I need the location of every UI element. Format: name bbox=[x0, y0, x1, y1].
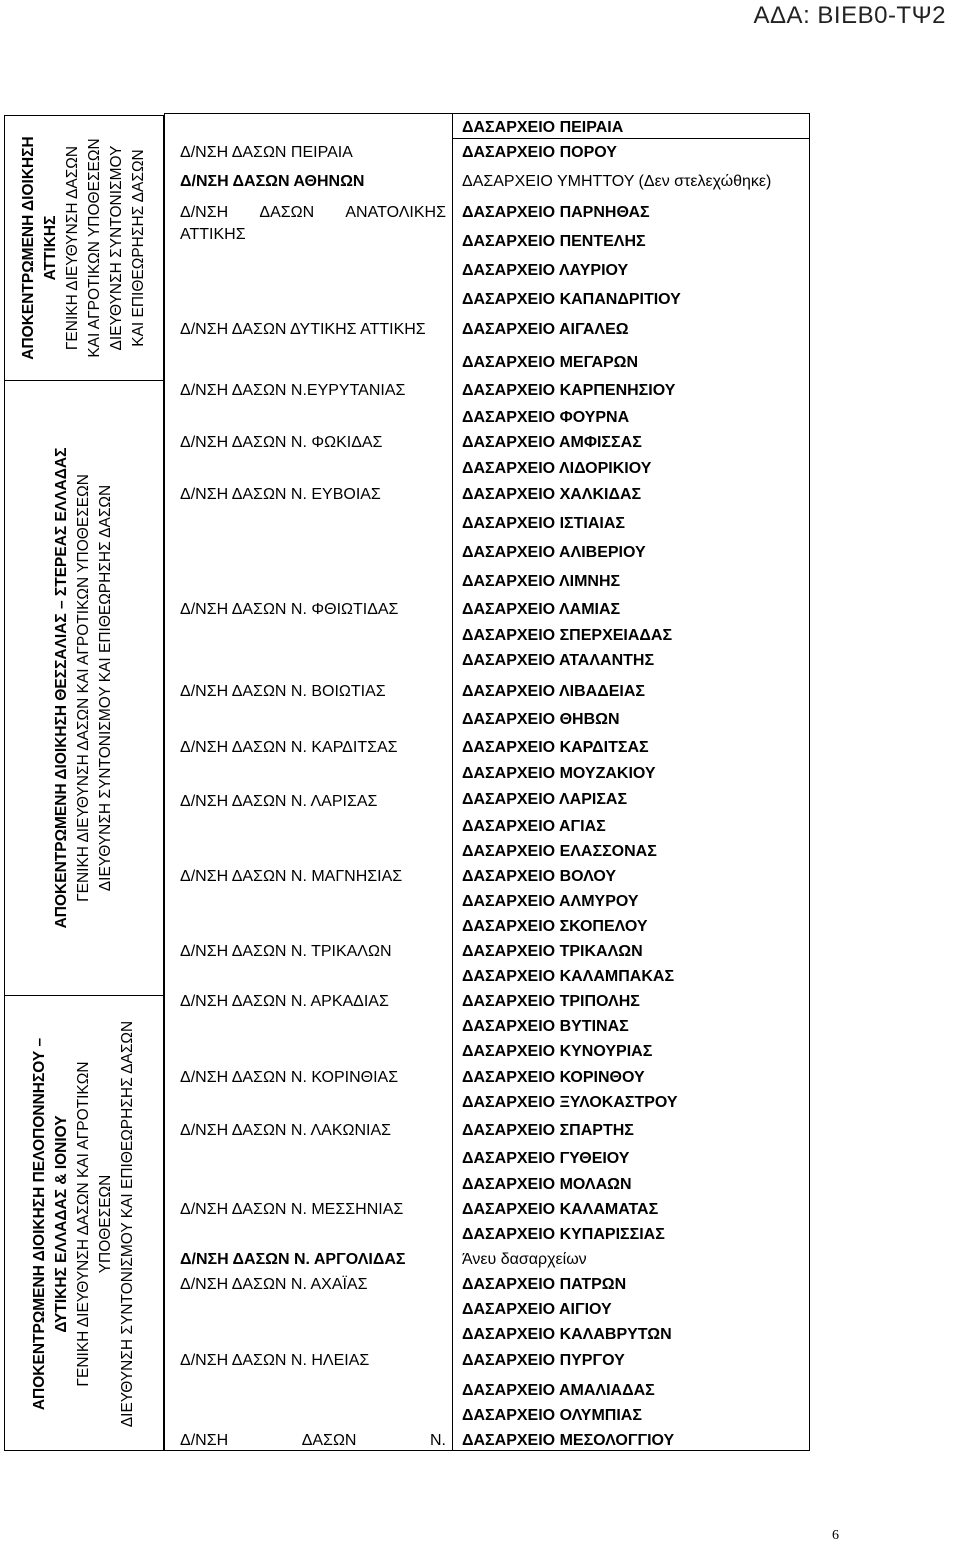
forest-office-label: ΔΑΣΑΡΧΕΙΟ ΠΕΙΡΑΙΑ bbox=[462, 119, 624, 136]
forest-office-label: ΔΑΣΑΡΧΕΙΟ ΛΑΡΙΣΑΣ bbox=[462, 791, 628, 808]
directorate-label: Δ/ΝΣΗ ΔΑΣΩΝ Ν. ΤΡΙΚΑΛΩΝ bbox=[180, 943, 392, 960]
region-attica bbox=[5, 116, 163, 381]
forest-office-label: ΔΑΣΑΡΧΕΙΟ ΓΥΘΕΙΟΥ bbox=[462, 1150, 630, 1167]
forest-office-label: ΔΑΣΑΡΧΕΙΟ ΦΟΥΡΝΑ bbox=[462, 409, 630, 426]
directorate-label: Δ/ΝΣΗ ΔΑΣΩΝ Ν. ΚΑΡΔΙΤΣΑΣ bbox=[180, 739, 398, 756]
directorate-label: Δ/ΝΣΗ ΔΑΣΩΝ Ν. ΛΑΚΩΝΙΑΣ bbox=[180, 1122, 392, 1139]
forest-office-label: Άνευ δασαρχείων bbox=[462, 1251, 587, 1268]
forest-office-label: ΔΑΣΑΡΧΕΙΟ ΜΕΣΟΛΟΓΓΙΟΥ bbox=[462, 1432, 675, 1449]
forest-office-label: ΔΑΣΑΡΧΕΙΟ ΚΑΛΑΒΡΥΤΩΝ bbox=[462, 1326, 672, 1343]
region-line: ΑΤΤΙΚΗΣ bbox=[42, 215, 59, 281]
region-line: ΔΙΕΥΘΥΝΣΗ ΣΥΝΤΟΝΙΣΜΟΥ ΚΑΙ ΕΠΙΘΕΩΡΗΣΗΣ ΔΑΣΩΝ bbox=[119, 1020, 136, 1428]
page-number: 6 bbox=[832, 1528, 839, 1543]
region-line: ΓΕΝΙΚΗ ΔΙΕΥΘΥΝΣΗ ΔΑΣΩΝ ΚΑΙ ΑΓΡΟΤΙΚΩΝ bbox=[75, 1061, 92, 1387]
forest-office-label: ΔΑΣΑΡΧΕΙΟ ΠΥΡΓΟΥ bbox=[462, 1352, 625, 1369]
forest-office-label: ΔΑΣΑΡΧΕΙΟ ΜΟΥΖΑΚΙΟΥ bbox=[462, 765, 656, 782]
forest-office-label: ΔΑΣΑΡΧΕΙΟ ΟΛΥΜΠΙΑΣ bbox=[462, 1407, 642, 1424]
forest-office-label: ΔΑΣΑΡΧΕΙΟ ΧΑΛΚΙΔΑΣ bbox=[462, 486, 642, 503]
row-divider bbox=[453, 138, 809, 139]
column-divider bbox=[452, 114, 453, 1450]
forest-office-label: ΔΑΣΑΡΧΕΙΟ ΠΑΤΡΩΝ bbox=[462, 1276, 627, 1293]
region-line: ΑΠΟΚΕΝΤΡΩΜΕΝΗ ΔΙΟΙΚΗΣΗ ΘΕΣΣΑΛΙΑΣ – ΣΤΕΡΕΑΣ ΕΛΛΑΔΑΣ bbox=[53, 447, 70, 929]
forest-office-label: ΔΑΣΑΡΧΕΙΟ ΑΛΙΒΕΡΙΟΥ bbox=[462, 544, 646, 561]
forest-office-label: ΔΑΣΑΡΧΕΙΟ ΣΠΕΡΧΕΙΑΔΑΣ bbox=[462, 627, 673, 644]
directorate-label: Δ/ΝΣΗ ΔΑΣΩΝ Ν.ΕΥΡΥΤΑΝΙΑΣ bbox=[180, 382, 406, 399]
region-line: ΓΕΝΙΚΗ ΔΙΕΥΘΥΝΣΗ ΔΑΣΩΝ ΚΑΙ ΑΓΡΟΤΙΚΩΝ ΥΠΟΘΕΣΕΩΝ bbox=[75, 474, 92, 902]
directorate-label: Δ/ΝΣΗ ΔΑΣΩΝ Ν. ΕΥΒΟΙΑΣ bbox=[180, 486, 381, 503]
forest-office-label: ΔΑΣΑΡΧΕΙΟ ΑΜΦΙΣΣΑΣ bbox=[462, 434, 642, 451]
directorate-label: Δ/ΝΣΗ ΔΑΣΩΝ Ν. ΑΡΓΟΛΙΔΑΣ bbox=[180, 1251, 406, 1268]
forest-office-label: ΔΑΣΑΡΧΕΙΟ ΤΡΙΠΟΛΗΣ bbox=[462, 993, 640, 1010]
region-thessaly-sterea bbox=[5, 381, 163, 996]
forest-office-label: ΔΑΣΑΡΧΕΙΟ ΕΛΑΣΣΟΝΑΣ bbox=[462, 843, 657, 860]
directorate-label: Δ/ΝΣΗ ΔΑΣΩΝ Ν. ΛΑΡΙΣΑΣ bbox=[180, 793, 378, 810]
forest-office-label: ΔΑΣΑΡΧΕΙΟ ΞΥΛΟΚΑΣΤΡΟΥ bbox=[462, 1094, 678, 1111]
directorate-label: Δ/ΝΣΗ ΔΑΣΩΝ Ν. ΑΧΑΪΑΣ bbox=[180, 1276, 368, 1293]
directorate-label: Δ/ΝΣΗ ΔΑΣΩΝ ΔΥΤΙΚΗΣ ΑΤΤΙΚΗΣ bbox=[180, 321, 426, 338]
region-line: ΚΑΙ ΑΓΡΟΤΙΚΩΝ ΥΠΟΘΕΣΕΩΝ bbox=[86, 138, 103, 358]
region-peloponnese bbox=[5, 996, 163, 1452]
region-thessaly-sterea-text bbox=[51, 383, 117, 993]
forest-office-label: ΔΑΣΑΡΧΕΙΟ ΑΜΑΛΙΑΔΑΣ bbox=[462, 1382, 655, 1399]
forest-office-label: ΔΑΣΑΡΧΕΙΟ ΛΙΔΟΡΙΚΙΟΥ bbox=[462, 460, 652, 477]
forest-office-label: ΔΑΣΑΡΧΕΙΟ ΣΚΟΠΕΛΟΥ bbox=[462, 918, 648, 935]
forest-office-label: ΔΑΣΑΡΧΕΙΟ ΘΗΒΩΝ bbox=[462, 711, 620, 728]
forest-office-label: ΔΑΣΑΡΧΕΙΟ ΥΜΗΤΤΟΥ (Δεν στελεχώθηκε) bbox=[462, 173, 772, 190]
forest-office-label: ΔΑΣΑΡΧΕΙΟ ΒΥΤΙΝΑΣ bbox=[462, 1018, 629, 1035]
forest-office-label: ΔΑΣΑΡΧΕΙΟ ΚΑΡΔΙΤΣΑΣ bbox=[462, 739, 649, 756]
region-line: ΔΙΕΥΘΥΝΣΗ ΣΥΝΤΟΝΙΣΜΟΥ ΚΑΙ ΕΠΙΘΕΩΡΗΣΗΣ ΔΑΣΩΝ bbox=[97, 484, 114, 892]
forest-office-label: ΔΑΣΑΡΧΕΙΟ ΠΕΝΤΕΛΗΣ bbox=[462, 233, 646, 250]
forest-office-label: ΔΑΣΑΡΧΕΙΟ ΛΙΜΝΗΣ bbox=[462, 573, 621, 590]
forest-office-label: ΔΑΣΑΡΧΕΙΟ ΛΑΜΙΑΣ bbox=[462, 601, 621, 618]
directorate-label: Δ/ΝΣΗ ΔΑΣΩΝ Ν. ΦΘΙΩΤΙΔΑΣ bbox=[180, 601, 399, 618]
forest-office-label: ΔΑΣΑΡΧΕΙΟ ΚΥΝΟΥΡΙΑΣ bbox=[462, 1043, 653, 1060]
forest-office-label: ΔΑΣΑΡΧΕΙΟ ΠΟΡΟΥ bbox=[462, 144, 617, 161]
region-line: ΔΥΤΙΚΗΣ ΕΛΛΑΔΑΣ & ΙΟΝΙΟΥ bbox=[53, 1115, 70, 1333]
directorate-label: Δ/ΝΣΗ ΔΑΣΩΝ Ν. ΒΟΙΩΤΙΑΣ bbox=[180, 683, 386, 700]
forest-office-label: ΔΑΣΑΡΧΕΙΟ ΛΑΥΡΙΟΥ bbox=[462, 262, 629, 279]
directorate-label: Δ/ΝΣΗ ΔΑΣΩΝ Ν. ΜΑΓΝΗΣΙΑΣ bbox=[180, 868, 403, 885]
directorate-label: Δ/ΝΣΗ ΔΑΣΩΝ ΑΘΗΝΩΝ bbox=[180, 173, 365, 190]
directorate-label: Δ/ΝΣΗ ΔΑΣΩΝ Ν. ΚΟΡΙΝΘΙΑΣ bbox=[180, 1069, 399, 1086]
forest-office-label: ΔΑΣΑΡΧΕΙΟ ΑΤΑΛΑΝΤΗΣ bbox=[462, 652, 655, 669]
forest-office-label: ΔΑΣΑΡΧΕΙΟ ΛΙΒΑΔΕΙΑΣ bbox=[462, 683, 645, 700]
forest-office-label: ΔΑΣΑΡΧΕΙΟ ΚΑΛΑΜΑΤΑΣ bbox=[462, 1201, 659, 1218]
region-line: ΥΠΟΘΕΣΕΩΝ bbox=[97, 1174, 114, 1274]
forest-office-label: ΔΑΣΑΡΧΕΙΟ ΑΙΓΙΟΥ bbox=[462, 1301, 612, 1318]
forest-office-label: ΔΑΣΑΡΧΕΙΟ ΚΑΛΑΜΠΑΚΑΣ bbox=[462, 968, 675, 985]
region-line: ΑΠΟΚΕΝΤΡΩΜΕΝΗ ΔΙΟΙΚΗΣΗ ΠΕΛΟΠΟΝΝΗΣΟΥ – bbox=[31, 1037, 48, 1411]
region-line: ΔΙΕΥΘΥΝΣΗ ΣΥΝΤΟΝΙΣΜΟΥ bbox=[108, 145, 125, 351]
forest-office-label: ΔΑΣΑΡΧΕΙΟ ΜΟΛΑΩΝ bbox=[462, 1176, 632, 1193]
directorate-label: Δ/ΝΣΗ ΔΑΣΩΝ Ν. ΗΛΕΙΑΣ bbox=[180, 1352, 370, 1369]
forest-office-label: ΔΑΣΑΡΧΕΙΟ ΚΑΠΑΝΔΡΙΤΙΟΥ bbox=[462, 291, 681, 308]
directorate-label: Δ/ΝΣΗ ΔΑΣΩΝ Ν. ΑΡΚΑΔΙΑΣ bbox=[180, 993, 389, 1010]
forest-office-label: ΔΑΣΑΡΧΕΙΟ ΣΠΑΡΤΗΣ bbox=[462, 1122, 634, 1139]
forest-office-label: ΔΑΣΑΡΧΕΙΟ ΚΑΡΠΕΝΗΣΙΟΥ bbox=[462, 382, 676, 399]
directorate-label: Δ/ΝΣΗ ΔΑΣΩΝ ΑΝΑΤΟΛΙΚΗΣ bbox=[180, 204, 446, 221]
forest-office-label: ΔΑΣΑΡΧΕΙΟ ΜΕΓΑΡΩΝ bbox=[462, 354, 639, 371]
region-column bbox=[4, 115, 164, 1451]
region-attica-text bbox=[18, 118, 150, 378]
forest-office-label: ΔΑΣΑΡΧΕΙΟ ΙΣΤΙΑΙΑΣ bbox=[462, 515, 625, 532]
directorate-label: ΑΤΤΙΚΗΣ bbox=[180, 226, 246, 243]
forest-office-label: ΔΑΣΑΡΧΕΙΟ ΚΥΠΑΡΙΣΣΙΑΣ bbox=[462, 1226, 665, 1243]
forest-office-label: ΔΑΣΑΡΧΕΙΟ ΑΓΙΑΣ bbox=[462, 818, 606, 835]
region-line: ΑΠΟΚΕΝΤΡΩΜΕΝΗ ΔΙΟΙΚΗΣΗ bbox=[20, 136, 37, 360]
forest-office-label: ΔΑΣΑΡΧΕΙΟ ΤΡΙΚΑΛΩΝ bbox=[462, 943, 643, 960]
region-line: ΚΑΙ ΕΠΙΘΕΩΡΗΣΗΣ ΔΑΣΩΝ bbox=[130, 149, 147, 347]
region-peloponnese-text bbox=[29, 999, 139, 1449]
forest-office-label: ΔΑΣΑΡΧΕΙΟ ΠΑΡΝΗΘΑΣ bbox=[462, 204, 650, 221]
directorate-label: Δ/ΝΣΗ ΔΑΣΩΝ Ν. bbox=[180, 1432, 446, 1449]
ada-code: ΑΔΑ: ΒΙΕΒ0-ΤΨ2 bbox=[753, 2, 946, 29]
forest-office-label: ΔΑΣΑΡΧΕΙΟ ΚΟΡΙΝΘΟΥ bbox=[462, 1069, 645, 1086]
region-line: ΓΕΝΙΚΗ ΔΙΕΥΘΥΝΣΗ ΔΑΣΩΝ bbox=[64, 145, 81, 351]
directorate-label: Δ/ΝΣΗ ΔΑΣΩΝ Ν. ΜΕΣΣΗΝΙΑΣ bbox=[180, 1201, 404, 1218]
forest-office-label: ΔΑΣΑΡΧΕΙΟ ΒΟΛΟΥ bbox=[462, 868, 617, 885]
directorate-label: Δ/ΝΣΗ ΔΑΣΩΝ ΠΕΙΡΑΙΑ bbox=[180, 144, 353, 161]
directorate-label: Δ/ΝΣΗ ΔΑΣΩΝ Ν. ΦΩΚΙΔΑΣ bbox=[180, 434, 383, 451]
forest-office-label: ΔΑΣΑΡΧΕΙΟ ΑΙΓΑΛΕΩ bbox=[462, 321, 629, 338]
forest-office-label: ΔΑΣΑΡΧΕΙΟ ΑΛΜΥΡΟΥ bbox=[462, 893, 639, 910]
